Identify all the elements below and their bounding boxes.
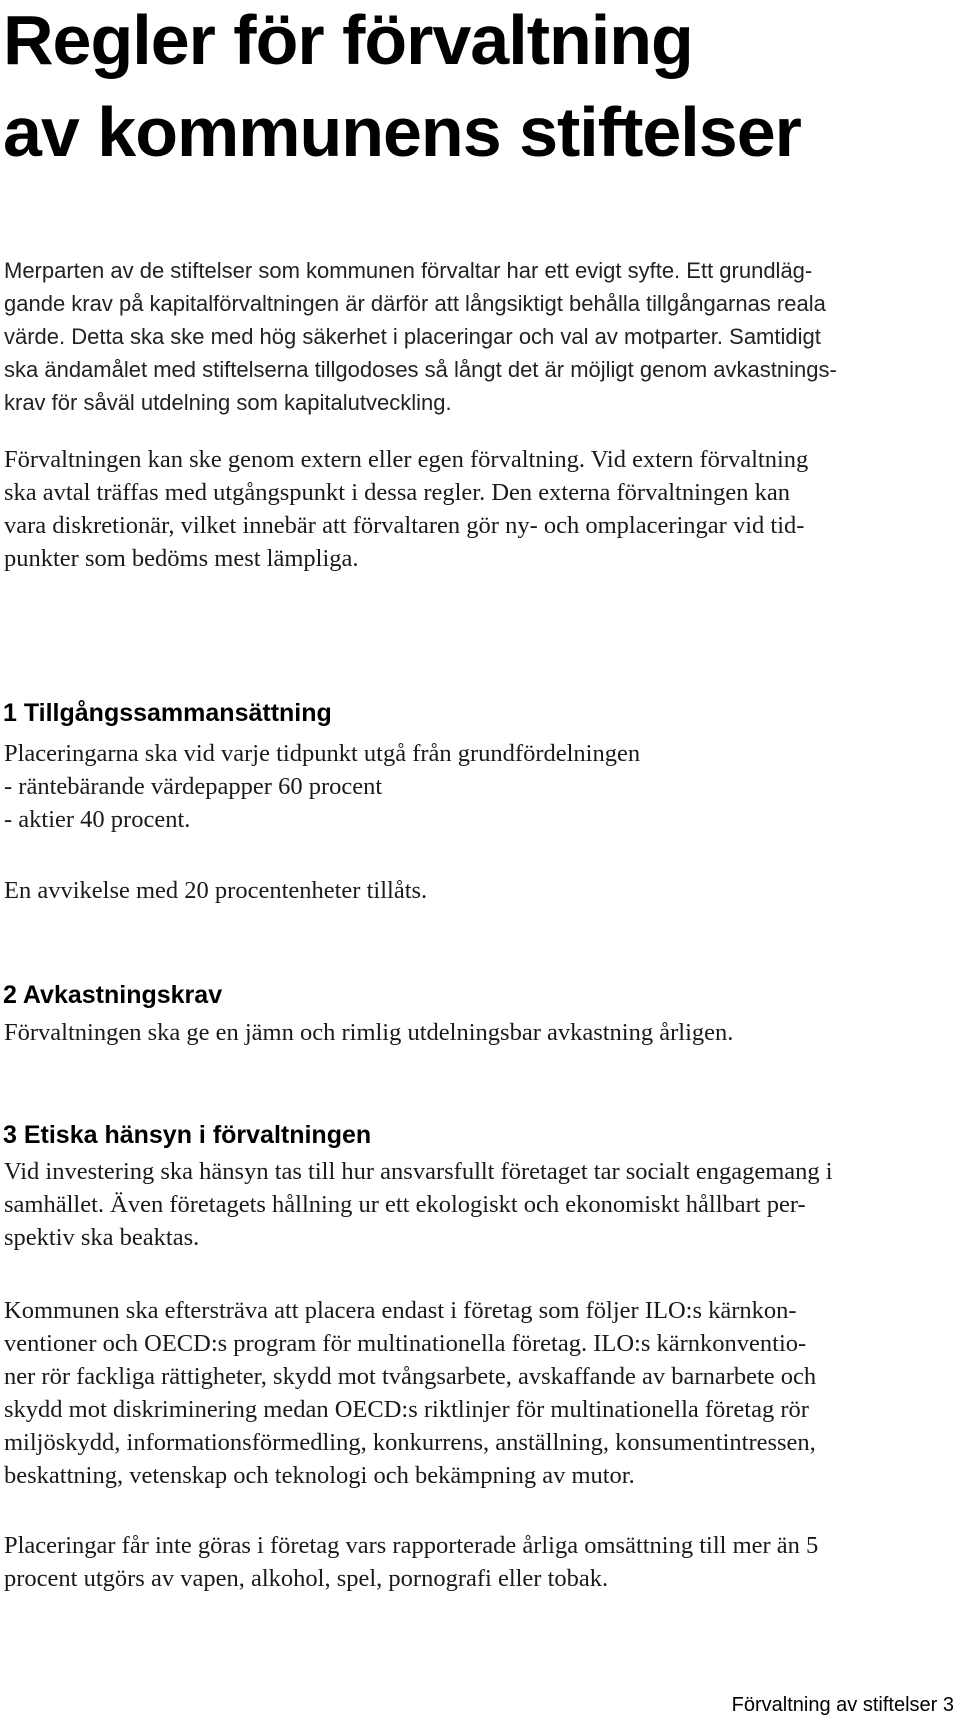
text-line: En avvikelse med 20 procentenheter tillåts. bbox=[4, 877, 428, 904]
asset-allocation-body bbox=[4, 737, 954, 836]
text-line: skydd mot diskriminering medan OECD:s riktlinjer för multinationella företag rör bbox=[4, 1396, 809, 1423]
title-line: Regler för förvaltning bbox=[3, 1, 693, 79]
title-line: av kommunens stiftelser bbox=[3, 93, 801, 171]
ethics-body bbox=[4, 1155, 954, 1254]
document-title bbox=[3, 0, 801, 178]
text-line: ner rör fackliga rättigheter, skydd mot tvångsarbete, avskaffande av barnarbete och bbox=[4, 1363, 817, 1390]
section-heading-return-requirement: 2 Avkastningskrav bbox=[3, 981, 223, 1009]
text-line: ventioner och OECD:s program för multinationella företag. ILO:s kärnkonventio- bbox=[4, 1330, 807, 1357]
text-line: samhället. Även företagets hållning ur ett ekologiskt och ekonomiskt hållbart per- bbox=[4, 1191, 806, 1218]
text-line: Förvaltningen kan ske genom extern eller egen förvaltning. Vid extern förvaltning bbox=[4, 446, 809, 473]
ethics-exclusion-paragraph bbox=[4, 1529, 954, 1595]
text-line: spektiv ska beaktas. bbox=[4, 1224, 200, 1251]
text-line: Placeringarna ska vid varje tidpunkt utgå från grundfördelningen bbox=[4, 740, 641, 767]
text-line: miljöskydd, informationsförmedling, konkurrens, anställning, konsumentintressen, bbox=[4, 1429, 816, 1456]
intro-paragraph bbox=[4, 254, 954, 419]
text-line: Kommunen ska eftersträva att placera endast i företag som följer ILO:s kärnkon- bbox=[4, 1297, 797, 1324]
text-line: procent utgörs av vapen, alkohol, spel, pornografi eller tobak. bbox=[4, 1565, 609, 1592]
text-line: Placeringar får inte göras i företag vars rapporterade årliga omsättning till mer än 5 bbox=[4, 1532, 819, 1559]
text-line: punkter som bedöms mest lämpliga. bbox=[4, 545, 359, 572]
text-line: krav för såväl utdelning som kapitalutveckling. bbox=[4, 390, 452, 415]
management-paragraph bbox=[4, 443, 954, 575]
text-line: värde. Detta ska ske med hög säkerhet i placeringar och val av motparter. Samtidigt bbox=[4, 324, 821, 349]
text-line: vara diskretionär, vilket innebär att förvaltaren gör ny- och omplaceringar vid tid- bbox=[4, 512, 805, 539]
text-line: - räntebärande värdepapper 60 procent bbox=[4, 773, 383, 800]
asset-allocation-note bbox=[4, 874, 954, 907]
section-heading-ethics: 3 Etiska hänsyn i förvaltningen bbox=[3, 1121, 372, 1149]
page-footer: Förvaltning av stiftelser 3 bbox=[731, 1694, 954, 1716]
ethics-conventions-paragraph bbox=[4, 1294, 954, 1492]
text-line: - aktier 40 procent. bbox=[4, 806, 191, 833]
text-line: ska ändamålet med stiftelserna tillgodoses så långt det är möjligt genom avkastnings- bbox=[4, 357, 837, 382]
text-line: Merparten av de stiftelser som kommunen förvaltar har ett evigt syfte. Ett grundläg- bbox=[4, 258, 813, 283]
text-line: Vid investering ska hänsyn tas till hur ansvarsfullt företaget tar socialt engagemang i bbox=[4, 1158, 833, 1185]
text-line: beskattning, vetenskap och teknologi och bekämpning av mutor. bbox=[4, 1462, 635, 1489]
text-line: gande krav på kapitalförvaltningen är därför att långsiktigt behålla tillgångarnas reala bbox=[4, 291, 826, 316]
text-line: ska avtal träffas med utgångspunkt i dessa regler. Den externa förvaltningen kan bbox=[4, 479, 791, 506]
section-heading-asset-allocation: 1 Tillgångssammansättning bbox=[3, 699, 332, 727]
return-requirement-body bbox=[4, 1016, 954, 1049]
text-line: Förvaltningen ska ge en jämn och rimlig utdelningsbar avkastning årligen. bbox=[4, 1019, 734, 1046]
